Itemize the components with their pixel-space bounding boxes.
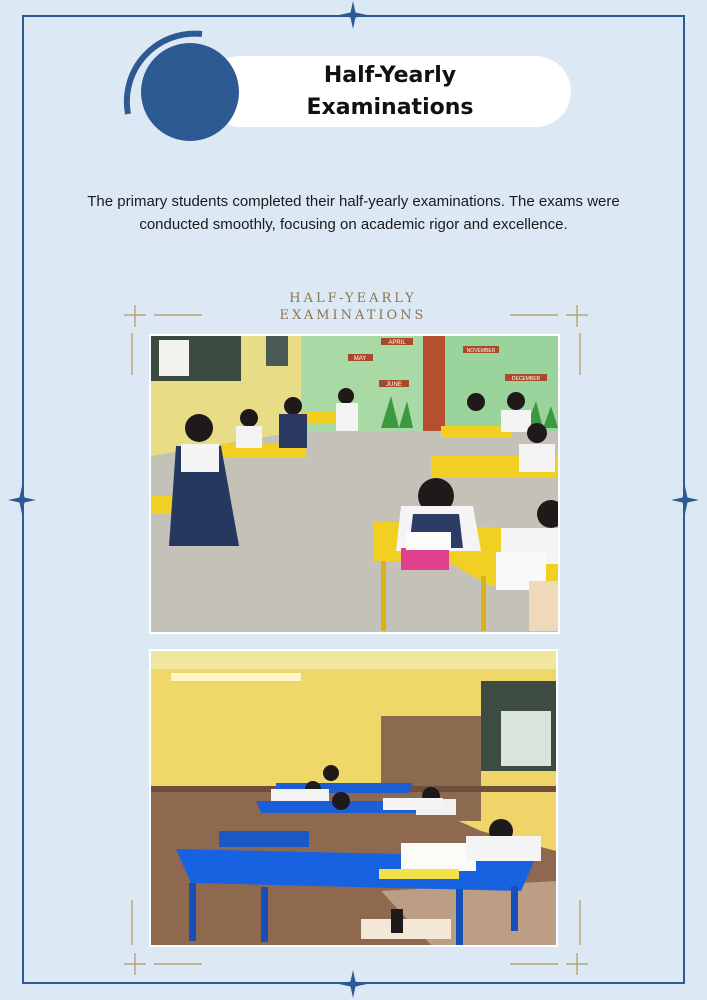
- wall-sign-november-label: NOVEMBER: [466, 348, 496, 354]
- wall-sign-june-label: JUNE: [386, 382, 402, 388]
- wall-sign-december-label: DECEMBER: [511, 376, 541, 382]
- section-heading: HALF-YEARLY EXAMINATIONS: [279, 291, 427, 323]
- wall-sign-april-label: APRIL: [388, 340, 406, 346]
- star-ornament-bottom: [339, 970, 367, 998]
- wall-sign-may-label: MAY: [353, 356, 367, 362]
- exam-classroom-photo-2: [151, 651, 556, 945]
- page-title: Half-Yearly Examinations: [306, 62, 474, 120]
- star-ornament-top: [339, 1, 367, 29]
- intro-paragraph: The primary students completed their half-yearly examinations. The exams were conducted smoothly, focusing on academic rigor and excellence.: [87, 193, 620, 233]
- star-ornament-right: [671, 486, 699, 514]
- exam-classroom-photo-1: [151, 336, 558, 632]
- star-ornament-left: [8, 486, 36, 514]
- title-circle-decoration: [141, 43, 239, 141]
